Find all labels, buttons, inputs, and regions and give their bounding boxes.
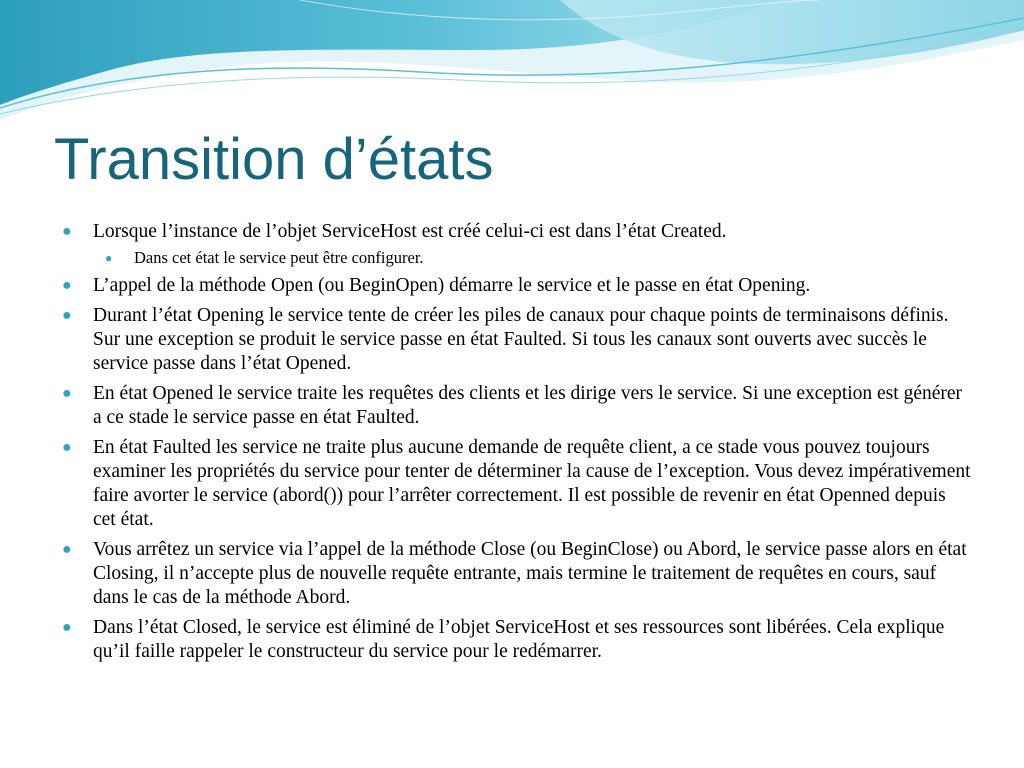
bullet-text: L’appel de la méthode Open (ou BeginOpen) démarre le service et le passe en état Opening. (93, 275, 811, 296)
bullet-text: Vous arrêtez un service via l’appel de la méthode Close (ou BeginClose) ou Abord, le service passe alors en état Closing, il n’accepte plus de nouvelle requête entrante, mais termine le traitement de requêtes en cours, sauf dans le cas de la méthode Abord. (93, 539, 967, 608)
bullet-dot-icon: ● (62, 277, 72, 294)
bullet-item (62, 436, 972, 532)
bullet-list (62, 220, 972, 670)
bullet-item (62, 274, 972, 298)
header-wave-decoration (0, 0, 1024, 130)
bullet-text: Dans l’état Closed, le service est éliminé de l’objet ServiceHost et ses ressources sont libérées. Cela explique qu’il faille rappeler le constructeur du service pour le redémarrer. (93, 617, 945, 662)
bullet-text: Durant l’état Opening le service tente de créer les piles de canaux pour chaque points de terminaisons définis. Sur une exception se produit le service passe en état Faulted. Si tous les canaux sont ouverts avec succès le service passe dans l’état Opened. (93, 305, 949, 374)
bullet-text: En état Opened le service traite les requêtes des clients et les dirige vers le service. Si une exception est générer a ce stade le service passe en état Faulted. (93, 383, 963, 428)
bullet-item (62, 220, 972, 244)
bullet-item (62, 382, 972, 430)
sub-bullet-item (62, 248, 972, 268)
sub-bullet-text: Dans cet état le service peut être configurer. (134, 248, 424, 267)
bullet-dot-icon: ● (62, 307, 72, 324)
bullet-dot-icon: ● (62, 385, 72, 402)
bullet-dot-icon: ● (62, 439, 72, 456)
bullet-text: Lorsque l’instance de l’objet ServiceHost est créé celui-ci est dans l’état Created. (93, 221, 727, 242)
bullet-item (62, 616, 972, 664)
bullet-text: En état Faulted les service ne traite plus aucune demande de requête client, a ce stade vous pouvez toujours examiner les propriétés du service pour tenter de déterminer la cause de l’exception. Vous devez impérativement faire avorter le service (abord()) pour l’arrêter correctement. Il est possible de revenir en état Openned depuis cet état. (93, 437, 971, 530)
bullet-dot-icon: ● (62, 619, 72, 636)
bullet-dot-icon: ● (62, 541, 72, 558)
bullet-dot-icon: ● (62, 223, 72, 240)
slide-title: Transition d’états (54, 127, 494, 192)
bullet-item (62, 304, 972, 376)
sub-bullet-dot-icon: ● (105, 251, 113, 265)
bullet-item (62, 538, 972, 610)
